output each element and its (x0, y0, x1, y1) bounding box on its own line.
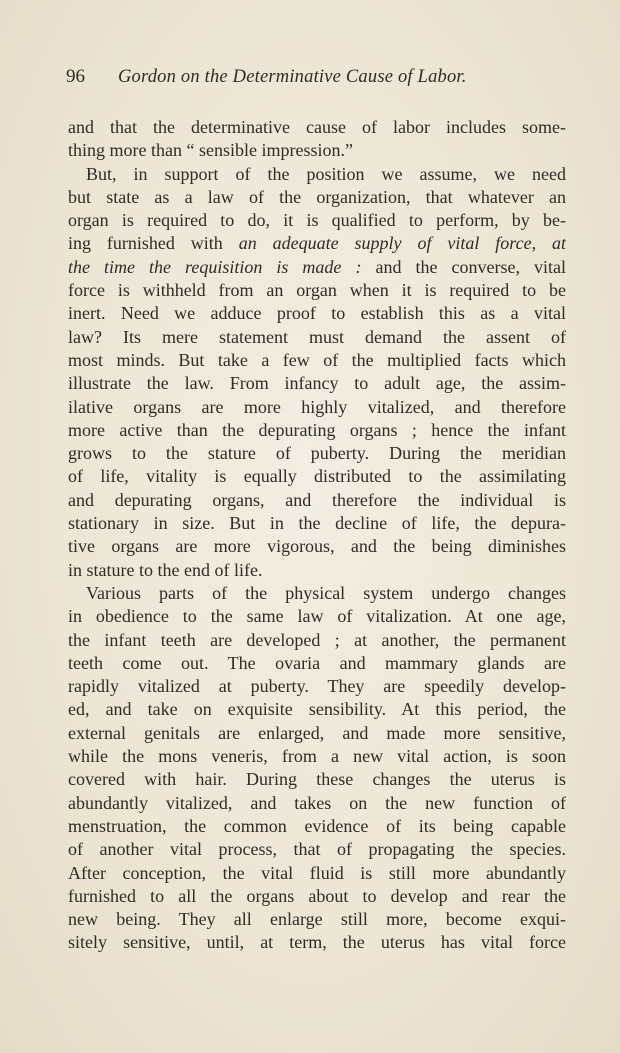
text-line (68, 256, 566, 279)
text-line-content: teeth come out. The ovaria and mammary glands are (68, 652, 566, 673)
italic-emphasis: the time the requisition is made : (68, 256, 362, 277)
text-line (68, 745, 566, 768)
text-line (68, 419, 566, 442)
text-line (68, 279, 566, 302)
text-line-content: covered with hair. During these changes the uterus is (68, 769, 566, 790)
page-number: 96 (66, 66, 85, 87)
running-head: Gordon on the Determinative Cause of Labor. (118, 67, 467, 87)
text-line-content: law? Its mere statement must demand the assent of (68, 326, 566, 347)
text-line (68, 931, 566, 954)
text-line (68, 652, 566, 675)
text-line-content: After conception, the vital fluid is still more abundantly (68, 862, 566, 883)
text-line (68, 559, 566, 582)
text-line-content: of life, vitality is equally distributed to the assimilating (68, 466, 566, 487)
text-line-content: illustrate the law. From infancy to adult age, the assim- (68, 373, 566, 394)
text-line-content: menstruation, the common evidence of its being capable (68, 815, 566, 836)
text-line (68, 908, 566, 931)
italic-emphasis: an adequate supply of vital force, at (238, 233, 566, 254)
text-line-content: most minds. But take a few of the multiplied facts which (68, 349, 566, 370)
text-line (68, 442, 566, 465)
text-line-content: of another vital process, that of propagating the species. (68, 839, 566, 860)
text-line-content: thing more than “ sensible impression.” (68, 140, 353, 161)
body-text (68, 116, 566, 955)
page-header (66, 64, 536, 96)
text-line (68, 722, 566, 745)
text-line-content: stationary in size. But in the decline of life, the depura- (68, 513, 566, 534)
text-line-content: more active than the depurating organs ; hence the infant (68, 419, 566, 440)
text-line (68, 186, 566, 209)
text-line (68, 815, 566, 838)
text-line-content: organ is required to do, it is qualified to perform, by be- (68, 210, 566, 231)
text-line-continuation: and the converse, vital (361, 256, 566, 277)
text-line-content: But, in support of the position we assume, we need (86, 163, 566, 184)
text-line (68, 512, 566, 535)
text-line-content: furnished to all the organs about to develop and rear the (68, 885, 566, 906)
text-line (68, 209, 566, 232)
text-line-content: in stature to the end of life. (68, 559, 263, 580)
text-line-content: ilative organs are more highly vitalized, and therefore (68, 396, 566, 417)
text-line (68, 838, 566, 861)
text-line-content: tive organs are more vigorous, and the being diminishes (68, 536, 566, 557)
text-line-content: grows to the stature of puberty. During the meridian (68, 443, 566, 464)
text-line (68, 349, 566, 372)
text-line-content: rapidly vitalized at puberty. They are speedily develop- (68, 676, 566, 697)
text-line (68, 139, 566, 162)
text-line (68, 582, 566, 605)
text-line (68, 326, 566, 349)
text-line-content: the infant teeth are developed ; at another, the permanent (68, 629, 566, 650)
text-line-content: abundantly vitalized, and takes on the new function of (68, 792, 566, 813)
text-line-content: ed, and take on exquisite sensibility. At this period, the (68, 699, 566, 720)
text-line-content: new being. They all enlarge still more, become exqui- (68, 909, 566, 930)
text-line (68, 116, 566, 139)
text-line (68, 396, 566, 419)
text-line-content: force is withheld from an organ when it is required to be (68, 280, 566, 301)
text-line-content: but state as a law of the organization, that whatever an (68, 186, 566, 207)
text-line (68, 768, 566, 791)
text-line (68, 372, 566, 395)
text-line-content: and that the determinative cause of labor includes some- (68, 117, 566, 137)
text-line (68, 698, 566, 721)
text-line-content: Various parts of the physical system undergo changes (86, 582, 566, 603)
text-line-content: in obedience to the same law of vitalization. At one age, (68, 606, 566, 627)
text-line-content: and depurating organs, and therefore the individual is (68, 489, 566, 510)
text-line (68, 605, 566, 628)
text-line (68, 232, 566, 255)
text-line-content: ing furnished with (68, 233, 239, 254)
text-line (68, 163, 566, 186)
text-line (68, 675, 566, 698)
text-line (68, 885, 566, 908)
text-line-content: external genitals are enlarged, and made more sensitive, (68, 722, 566, 743)
text-line (68, 629, 566, 652)
text-line (68, 792, 566, 815)
text-line-content: sitely sensitive, until, at term, the uterus has vital force (68, 932, 566, 953)
text-line (68, 489, 566, 512)
text-line (68, 302, 566, 325)
text-line (68, 465, 566, 488)
text-line (68, 535, 566, 558)
text-line (68, 862, 566, 885)
text-line-content: inert. Need we adduce proof to establish this as a vital (68, 303, 566, 324)
text-line-content: while the mons veneris, from a new vital action, is soon (68, 746, 566, 767)
